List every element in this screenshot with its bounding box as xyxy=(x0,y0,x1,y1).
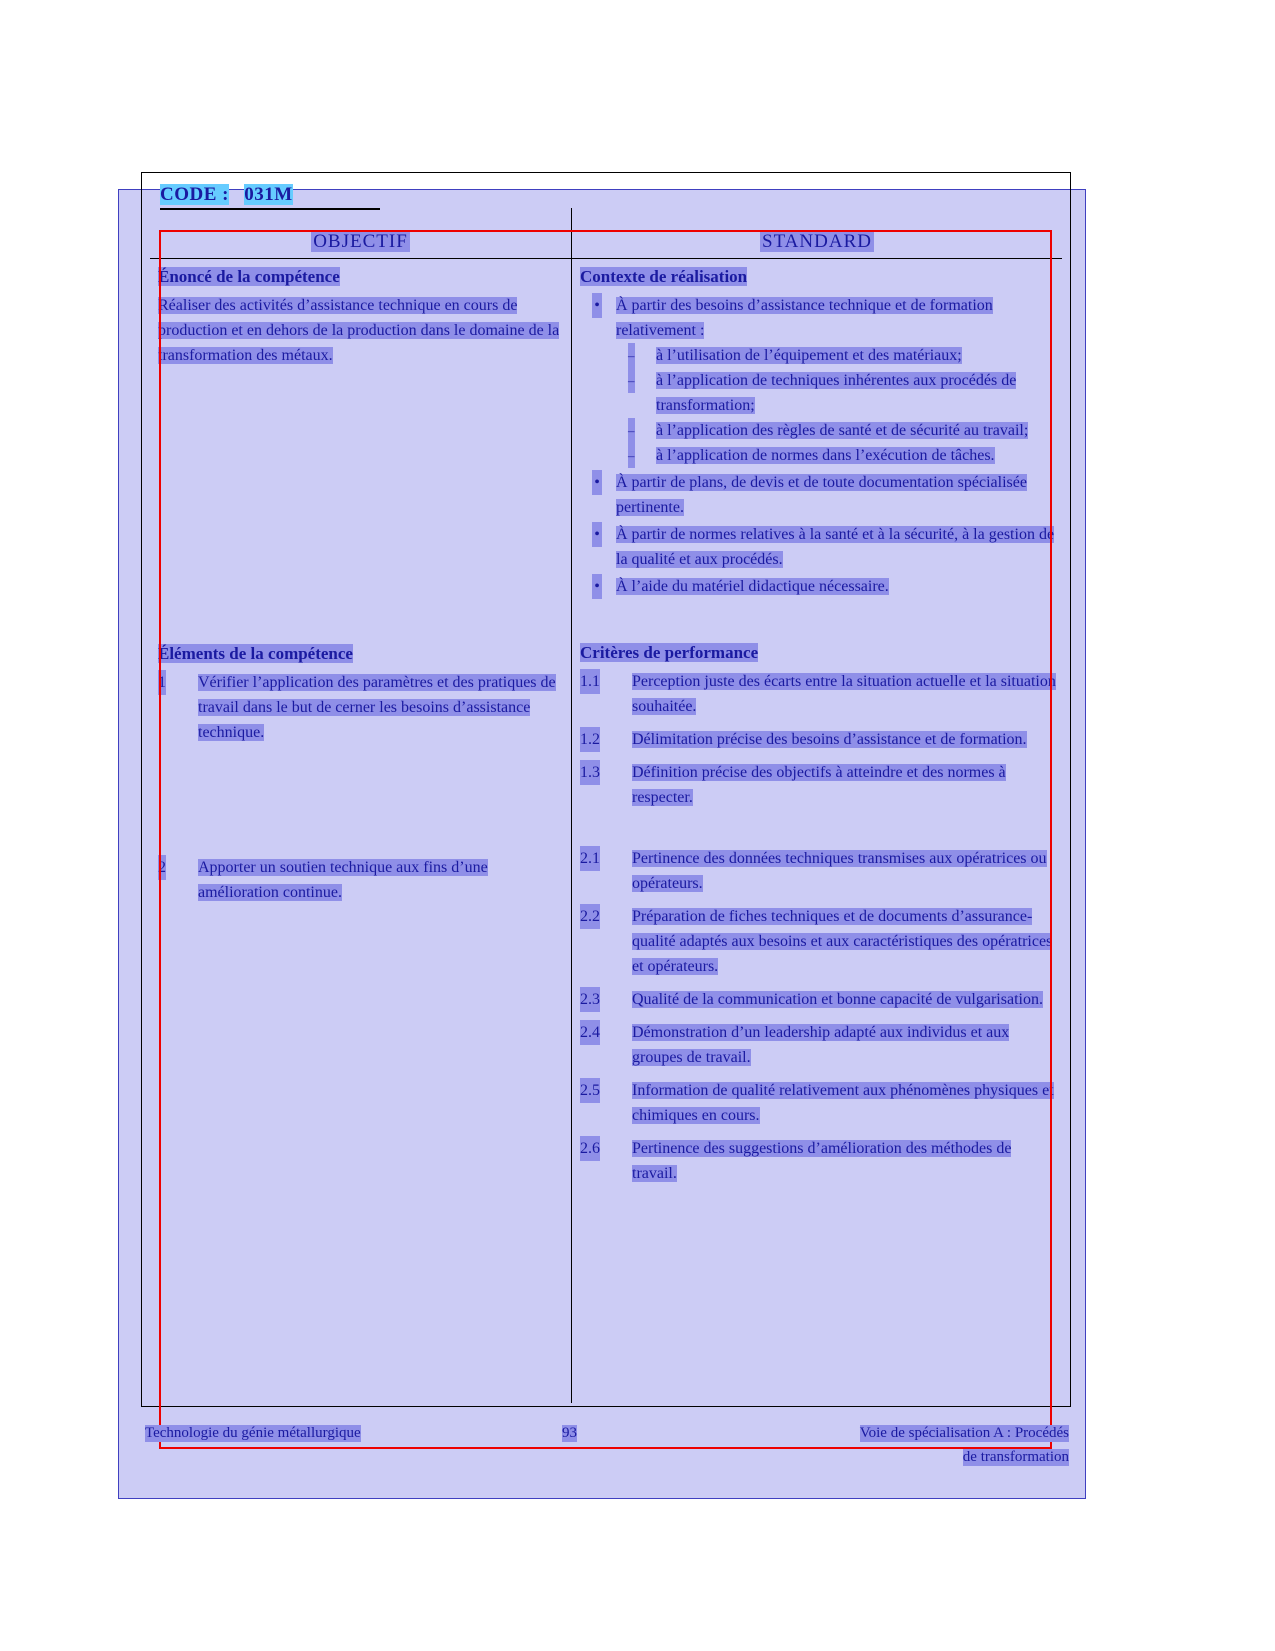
competency-table xyxy=(150,208,1062,1403)
dash-icon: – xyxy=(628,418,635,443)
enonce-paragraph xyxy=(150,293,571,368)
contexte-sublist xyxy=(616,343,1058,468)
bullet-icon: • xyxy=(592,293,602,318)
list-item xyxy=(580,846,1058,896)
list-item xyxy=(580,904,1058,979)
criterion-text: Délimitation précise des besoins d’assistance et de formation. xyxy=(632,731,1027,748)
list-item xyxy=(580,1078,1058,1128)
list-item xyxy=(616,443,1058,468)
contexte-subitem-text: à l’application des règles de santé et de sécurité au travail; xyxy=(656,422,1029,439)
contexte-subitem-text: à l’utilisation de l’équipement et des matériaux; xyxy=(656,347,962,364)
element-number: 1 xyxy=(158,670,166,695)
standard-header xyxy=(572,208,1062,253)
contexte-title-text: Contexte de réalisation xyxy=(580,267,748,286)
left-column-spacer xyxy=(150,368,571,630)
criteria-list-group-2 xyxy=(572,846,1062,1186)
list-item xyxy=(580,727,1058,752)
contexte-item-text: À partir de plans, de devis et de toute documentation spécialisée pertinente. xyxy=(616,474,1027,516)
criterion-number: 2.6 xyxy=(580,1136,600,1161)
dash-icon: – xyxy=(628,343,635,368)
criteres-title-text: Critères de performance xyxy=(580,643,759,662)
elements-title xyxy=(150,630,571,670)
criterion-number: 2.5 xyxy=(580,1078,600,1103)
criterion-text: Information de qualité relativement aux phénomènes physiques et chimiques en cours. xyxy=(632,1082,1054,1124)
contexte-subitem-text: à l’application de techniques inhérentes aux procédés de transformation; xyxy=(656,372,1017,414)
criterion-number: 1.3 xyxy=(580,760,600,785)
element-text: Vérifier l’application des paramètres et des pratiques de travail dans le but de cerner les besoins d’assistance technique. xyxy=(198,674,556,741)
list-item xyxy=(616,343,1058,368)
standard-header-text: STANDARD xyxy=(762,231,872,252)
footer-program-name: Technologie du génie métallurgique xyxy=(145,1425,361,1441)
bullet-icon: • xyxy=(592,574,602,599)
criteria-list-group-1 xyxy=(572,669,1062,810)
list-item xyxy=(580,522,1058,572)
list-item xyxy=(580,987,1058,1012)
objectif-column xyxy=(150,208,571,927)
criterion-text: Démonstration d’un leadership adapté aux individus et aux groupes de travail. xyxy=(632,1024,1010,1066)
criterion-text: Qualité de la communication et bonne capacité de vulgarisation. xyxy=(632,991,1043,1008)
list-item xyxy=(580,1136,1058,1186)
criteres-title xyxy=(572,629,1062,669)
criterion-text: Pertinence des données techniques transmises aux opératrices ou opérateurs. xyxy=(632,850,1047,892)
bullet-icon: • xyxy=(592,522,602,547)
elements-title-text: Éléments de la compétence xyxy=(158,644,353,663)
criterion-text: Définition précise des objectifs à atteindre et des normes à respecter. xyxy=(632,764,1006,806)
page-footer xyxy=(141,1425,1071,1465)
contexte-item-text: À l’aide du matériel didactique nécessaire. xyxy=(616,578,889,595)
footer-page-number: 93 xyxy=(562,1425,577,1441)
enonce-title-text: Énoncé de la compétence xyxy=(158,267,340,286)
enonce-title xyxy=(150,253,571,293)
criterion-number: 1.2 xyxy=(580,727,600,752)
criterion-text: Perception juste des écarts entre la situation actuelle et la situation souhaitée. xyxy=(632,673,1056,715)
list-item xyxy=(158,855,565,905)
criterion-text: Pertinence des suggestions d’amélioration des méthodes de travail. xyxy=(632,1140,1012,1182)
footer-specialization-line2: de transformation xyxy=(962,1449,1069,1465)
dash-icon: – xyxy=(628,368,635,393)
criteria-group-spacer xyxy=(572,818,1062,846)
list-item xyxy=(580,293,1058,468)
elements-list xyxy=(150,670,571,905)
footer-specialization-line1: Voie de spécialisation A : Procédés xyxy=(859,1425,1069,1441)
footer-row xyxy=(141,1425,1071,1465)
criterion-number: 2.1 xyxy=(580,846,600,871)
criterion-number: 2.3 xyxy=(580,987,600,1012)
code-line xyxy=(160,184,380,210)
contexte-title xyxy=(572,253,1062,293)
list-item xyxy=(580,574,1058,599)
list-item xyxy=(580,760,1058,810)
right-column-spacer xyxy=(572,601,1062,629)
element-text: Apporter un soutien technique aux fins d’une amélioration continue. xyxy=(198,859,488,901)
contexte-subitem-text: à l’application de normes dans l’exécution de tâches. xyxy=(656,447,995,464)
dash-icon: – xyxy=(628,443,635,468)
list-item xyxy=(580,470,1058,520)
criterion-number: 1.1 xyxy=(580,669,600,694)
code-value: 031M xyxy=(244,184,293,205)
list-item xyxy=(158,670,565,745)
list-item xyxy=(580,669,1058,719)
standard-column xyxy=(572,208,1062,1194)
list-item xyxy=(616,368,1058,418)
objectif-header xyxy=(150,208,571,253)
list-item xyxy=(580,1020,1058,1070)
enonce-paragraph-text: Réaliser des activités d’assistance technique en cours de production et en dehors de la production dans le domaine de la transformation des métaux. xyxy=(158,297,560,364)
criterion-text: Préparation de fiches techniques et de documents d’assurance-qualité adaptés aux besoins et aux caractéristiques des opératrices et opérateurs. xyxy=(632,908,1053,975)
contexte-list xyxy=(572,293,1062,599)
list-item xyxy=(616,418,1058,443)
objectif-header-text: OBJECTIF xyxy=(313,231,408,252)
contexte-item-text: À partir des besoins d’assistance technique et de formation relativement : xyxy=(616,297,993,339)
bullet-icon: • xyxy=(592,470,602,495)
code-label: CODE : xyxy=(160,184,229,205)
criterion-number: 2.2 xyxy=(580,904,600,929)
contexte-item-text: À partir de normes relatives à la santé et à la sécurité, à la gestion de la qualité et aux procédés. xyxy=(616,526,1055,568)
criterion-number: 2.4 xyxy=(580,1020,600,1045)
element-number: 2 xyxy=(158,855,166,880)
